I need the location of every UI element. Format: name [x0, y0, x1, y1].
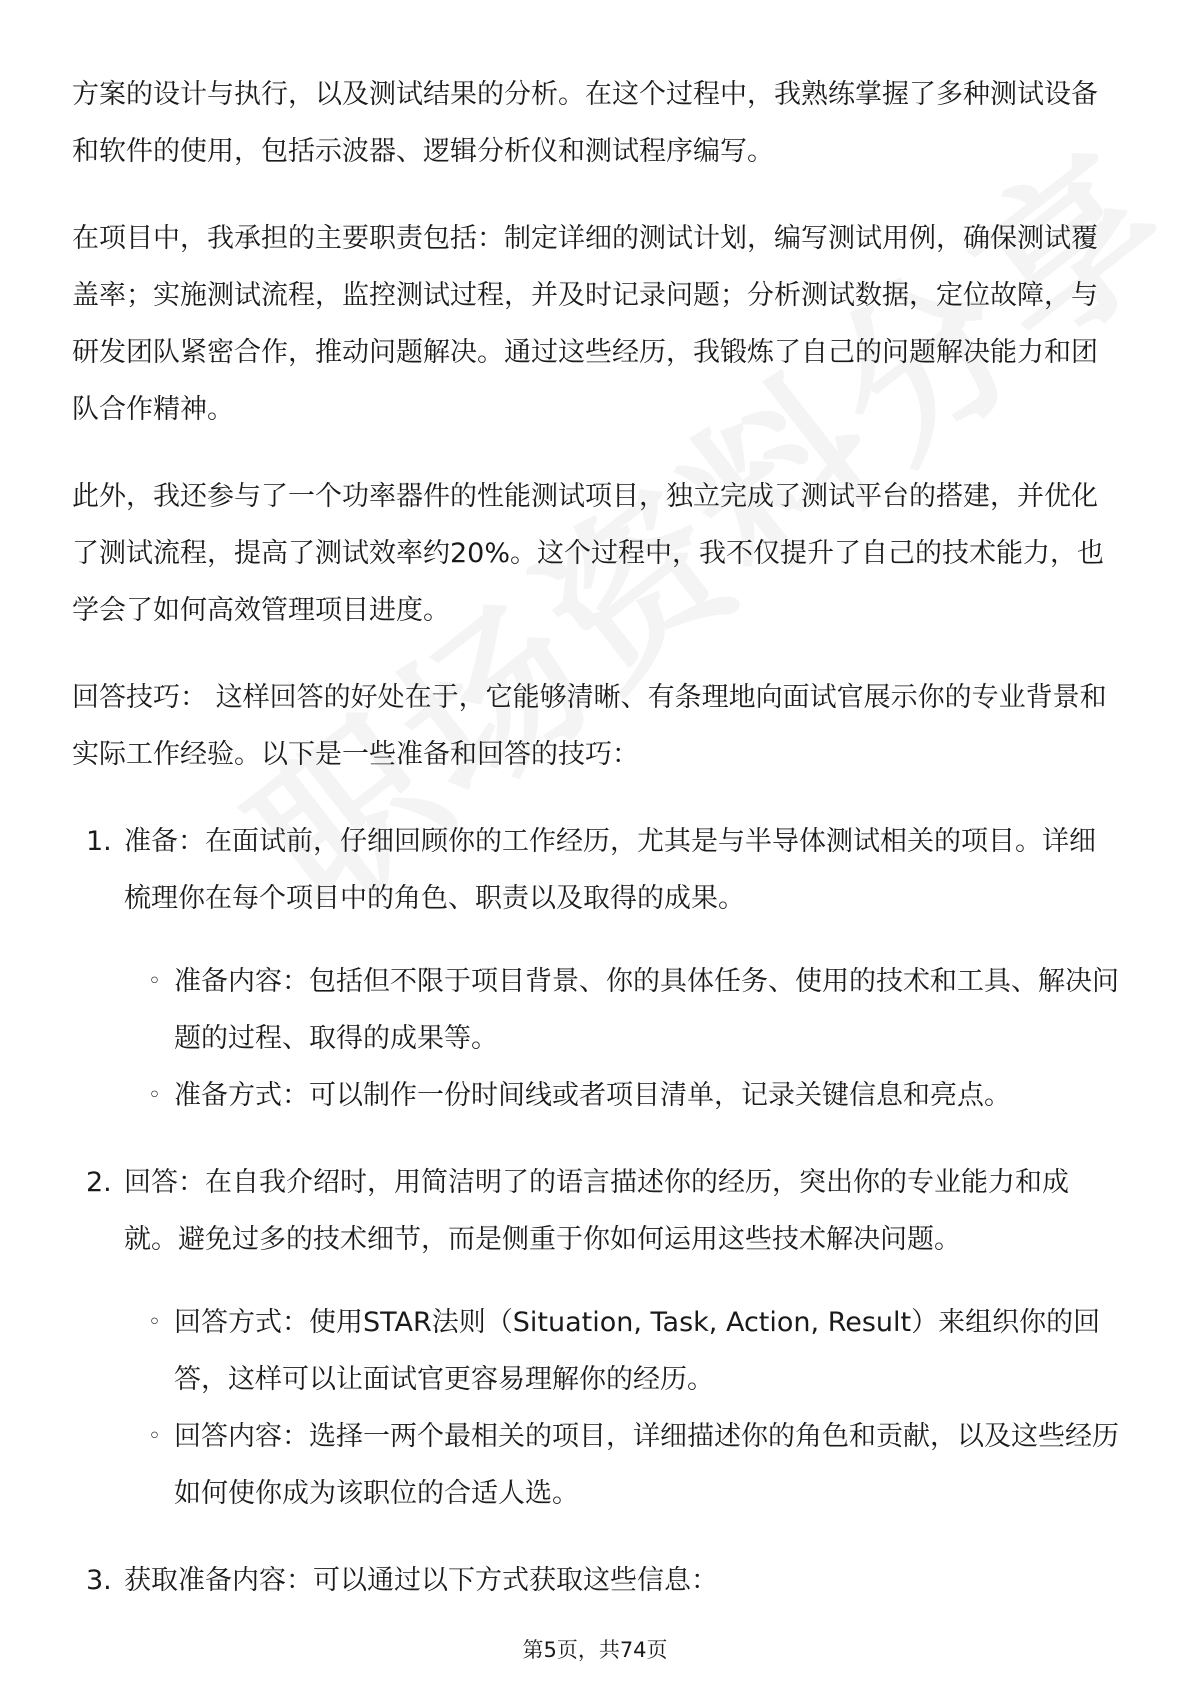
list-item-answer — [72, 1154, 1122, 1522]
sub-list-item — [124, 1067, 1122, 1124]
sub-list-item-text: 准备方式：可以制作一份时间线或者项目清单，记录关键信息和亮点。 — [174, 1080, 1011, 1111]
document-body — [72, 66, 1122, 1639]
hollow-bullet-icon: ◦ — [148, 1310, 161, 1335]
list-number: 1. — [86, 826, 112, 857]
paragraph-answer-tips: 回答技巧： 这样回答的好处在于，它能够清晰、有条理地向面试官展示你的专业背景和实际工作经验。以下是一些准备和回答的技巧： — [72, 682, 1107, 770]
tips-list — [72, 813, 1122, 1609]
hollow-bullet-icon: ◦ — [148, 1424, 161, 1449]
list-item-prepare — [72, 813, 1122, 1124]
list-number: 2. — [86, 1167, 112, 1198]
sub-list-item — [124, 953, 1122, 1067]
sub-list-item-text: 回答内容：选择一两个最相关的项目，详细描述你的角色和贡献，以及这些经历如何使你成为该职位的合适人选。 — [174, 1421, 1119, 1509]
sub-list-item-text: 准备内容：包括但不限于项目背景、你的具体任务、使用的技术和工具、解决问题的过程、取得的成果等。 — [174, 966, 1119, 1054]
sub-list-item-text: 回答方式：使用STAR法则（Situation, Task, Action, Result）来组织你的回答，这样可以让面试官更容易理解你的经历。 — [174, 1307, 1101, 1395]
list-item-get-content — [72, 1552, 1122, 1609]
hollow-bullet-icon: ◦ — [148, 1083, 161, 1108]
hollow-bullet-icon: ◦ — [148, 969, 161, 994]
list-item-text: 回答：在自我介绍时，用简洁明了的语言描述你的经历，突出你的专业能力和成就。避免过多的技术细节，而是侧重于你如何运用这些技术解决问题。 — [124, 1167, 1069, 1255]
sub-list — [124, 953, 1122, 1124]
paragraph: 此外，我还参与了一个功率器件的性能测试项目，独立完成了测试平台的搭建，并优化了测试流程，提高了测试效率约20%。这个过程中，我不仅提升了自己的技术能力，也学会了如何高效管理项目进度。 — [72, 481, 1105, 626]
sub-list — [124, 1294, 1122, 1522]
paragraph: 在项目中，我承担的主要职责包括：制定详细的测试计划，编写测试用例，确保测试覆盖率；实施测试流程，监控测试过程，并及时记录问题；分析测试数据，定位故障，与研发团队紧密合作，推动问题解决。通过这些经历，我锻炼了自己的问题解决能力和团队合作精神。 — [72, 223, 1098, 425]
list-item-text: 获取准备内容：可以通过以下方式获取这些信息： — [124, 1565, 718, 1596]
page-footer: 第5页，共74页 — [522, 1638, 668, 1662]
list-item-text: 准备：在面试前，仔细回顾你的工作经历，尤其是与半导体测试相关的项目。详细梳理你在每个项目中的角色、职责以及取得的成果。 — [124, 826, 1096, 914]
paragraph: 方案的设计与执行，以及测试结果的分析。在这个过程中，我熟练掌握了多种测试设备和软件的使用，包括示波器、逻辑分析仪和测试程序编写。 — [72, 79, 1098, 167]
sub-list-item — [124, 1294, 1122, 1408]
sub-list-item — [124, 1408, 1122, 1522]
list-number: 3. — [86, 1565, 112, 1596]
